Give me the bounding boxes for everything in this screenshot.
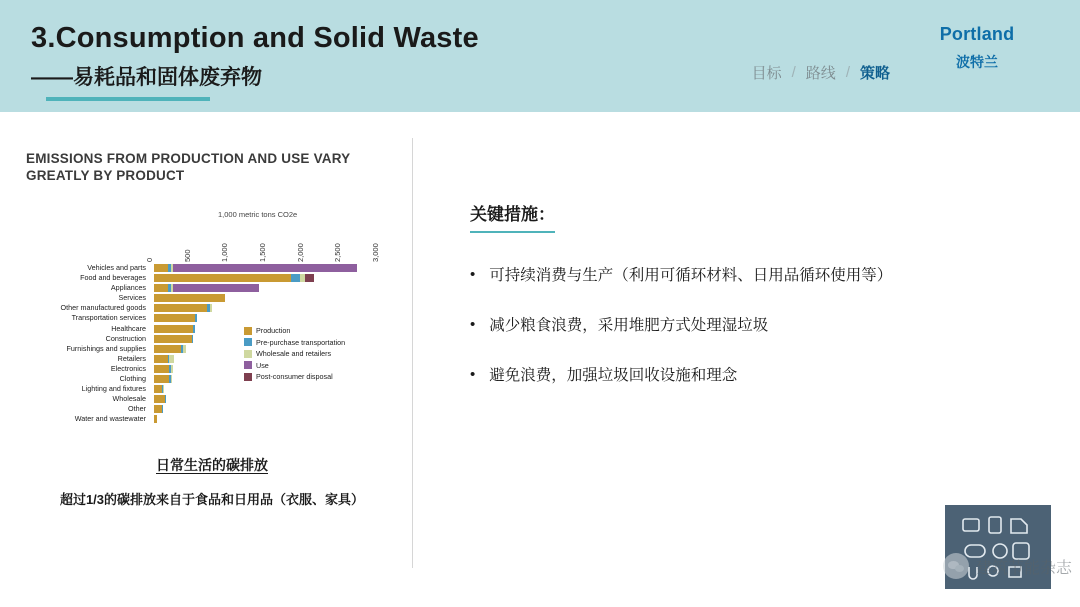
chart-legend-label: Use	[256, 360, 269, 370]
chart-bar-segment	[192, 335, 194, 343]
title-underline	[46, 97, 210, 101]
key-measure-text: 避免浪费，加强垃圾回收设施和理念	[489, 367, 738, 384]
watermark	[943, 553, 1072, 579]
chart-category-label: Vehicles and parts	[87, 264, 146, 272]
key-measure-item	[470, 363, 1030, 389]
bullet-marker: •	[470, 366, 476, 383]
vertical-divider	[412, 138, 413, 568]
chart-bar-segment	[154, 274, 291, 282]
chart-bar-segment	[173, 264, 358, 272]
chart-bar-segment	[171, 375, 173, 383]
wechat-logo-icon	[943, 553, 969, 579]
brand-name-cn: 波特兰	[956, 54, 998, 70]
chart-title: EMISSIONS FROM PRODUCTION AND USE VARY GREATLY BY PRODUCT	[26, 151, 351, 183]
chart-bar-segment	[154, 395, 165, 403]
chart-bar-segment	[163, 385, 164, 393]
chart-category-label: Transportation services	[71, 314, 146, 323]
chart-bar-segment	[193, 325, 195, 333]
page-title: 3.Consumption and Solid Waste	[31, 22, 479, 54]
chart-bar-segment	[154, 375, 169, 383]
chart-bar-segment	[154, 314, 195, 322]
chart-xtick: 0	[145, 257, 154, 262]
key-measure-text: 减少粮食浪费，采用堆肥方式处理湿垃圾	[489, 317, 769, 334]
chart-bar-segment	[291, 274, 300, 282]
chart-bar-segment	[154, 294, 225, 302]
chart-xaxis-label: 1,000 metric tons CO2e	[218, 210, 298, 219]
brand-block	[902, 24, 1052, 72]
chart-bar-segment	[154, 405, 162, 413]
chart-legend-label: Wholesale and retailers	[256, 349, 332, 358]
chart-category-label: Furnishings and supplies	[66, 344, 146, 353]
chart-category-label: Construction	[105, 334, 146, 343]
chart-bar-segment	[173, 284, 260, 292]
chart-category-label: Services	[118, 294, 146, 303]
chart-bar-segment	[154, 335, 192, 343]
chart-category-label: Retailers	[117, 354, 146, 363]
chart-bar-row	[154, 415, 380, 423]
chart-category-label: Electronics	[110, 364, 146, 373]
chart-legend-item	[244, 349, 394, 358]
chart-bar-row	[154, 264, 380, 272]
chart-bar-segment	[154, 304, 207, 312]
chart-legend-swatch	[244, 327, 252, 335]
chart-category-label: Wholesale	[112, 395, 146, 404]
chart-bar-segment	[154, 365, 169, 373]
chart-bar-row	[154, 395, 380, 403]
chart-category-label: Healthcare	[111, 324, 146, 333]
chart-plot-area	[26, 210, 398, 424]
chart-bar-segment	[154, 284, 168, 292]
chart-legend-label: Production	[256, 326, 291, 335]
chart-legend-item	[244, 326, 394, 335]
chart-xtick: 2,500	[333, 243, 343, 262]
chart-xtick: 500	[182, 249, 192, 262]
chart-category-label: Clothing	[119, 375, 146, 384]
chart-bar-segment	[154, 345, 181, 353]
chart-bar-segment	[154, 325, 193, 333]
key-measures-list	[470, 263, 1030, 389]
chart-legend-label: Pre-purchase transportation	[256, 337, 346, 347]
chart-xtick: 3,000	[371, 243, 380, 262]
chart-xtick: 1,500	[258, 243, 267, 262]
chart-category-label: Other manufactured goods	[60, 304, 146, 313]
chart-legend-swatch	[244, 361, 252, 369]
chart-bar-row	[154, 314, 380, 322]
chart-category-label: Appliances	[110, 284, 146, 293]
chart-caption-title: 日常生活的碳排放	[156, 457, 268, 473]
chart-category-label: Other	[128, 405, 146, 414]
chart-caption-note: 超过1/3的碳排放来自于食品和日用品（衣服、家具）	[59, 492, 365, 507]
chart-bar-segment	[154, 415, 157, 423]
chart-bar-segment	[165, 395, 166, 403]
nav-separator-2: /	[845, 64, 850, 81]
chart-category-labels	[26, 264, 150, 424]
nav-separator-1: /	[791, 64, 796, 81]
chart-card	[26, 150, 398, 424]
watermark-text: 建筑节能杂志	[975, 559, 1072, 577]
chart-legend-swatch	[244, 373, 252, 381]
chart-bar-segment	[154, 264, 168, 272]
chart-bar-row	[154, 405, 380, 413]
chart-legend-item	[244, 361, 394, 370]
page-subtitle: ——易耗品和固体废弃物	[31, 66, 262, 89]
chart-bar-segment	[183, 345, 185, 353]
chart-xaxis-ticks	[145, 226, 380, 262]
chart-bar-segment	[162, 405, 163, 413]
chart-legend-item	[244, 338, 394, 347]
nav-item-goal[interactable]: 目标	[751, 65, 782, 82]
chart-legend-swatch	[244, 338, 252, 346]
chart-bar-segment	[305, 274, 314, 282]
chart-legend-label: Post-consumer disposal	[256, 372, 333, 381]
chart-bar-row	[154, 385, 380, 393]
chart-legend-swatch	[244, 350, 252, 358]
brand-name-en: Portland	[939, 24, 1015, 44]
chart-legend-item	[244, 372, 394, 381]
chart-xtick: 2,000	[295, 243, 305, 262]
chart-bar-row	[154, 304, 380, 312]
chart-xtick: 1,000	[220, 243, 230, 262]
section-nav	[752, 62, 890, 83]
bullet-marker: •	[470, 266, 476, 283]
chart-bar-row	[154, 274, 380, 282]
nav-item-strategy[interactable]: 策略	[859, 65, 890, 82]
bullet-marker: •	[470, 316, 476, 333]
chart-bar-row	[154, 284, 380, 292]
key-measures-title: 关键措施：	[470, 200, 555, 233]
chart-category-label: Lighting and fixtures	[81, 385, 146, 394]
nav-item-route[interactable]: 路线	[805, 65, 836, 82]
key-measure-item	[470, 263, 1030, 289]
chart-bar-segment	[169, 355, 174, 363]
key-measures-panel	[470, 200, 1030, 413]
slide-header	[0, 0, 1080, 112]
chart-caption	[26, 455, 398, 508]
chart-bar-row	[154, 294, 380, 302]
chart-legend	[244, 326, 394, 384]
chart-bar-segment	[195, 314, 197, 322]
chart-bar-segment	[210, 304, 212, 312]
chart-bar-segment	[154, 355, 168, 363]
chart-bar-segment	[171, 365, 173, 373]
key-measure-item	[470, 313, 1030, 339]
chart-bar-segment	[154, 385, 162, 393]
chart-category-label: Food and beverages	[80, 274, 146, 283]
key-measure-text: 可持续消费与生产（利用可循环材料、日用品循环使用等）	[489, 267, 893, 284]
chart-category-label: Water and wastewater	[74, 415, 146, 424]
